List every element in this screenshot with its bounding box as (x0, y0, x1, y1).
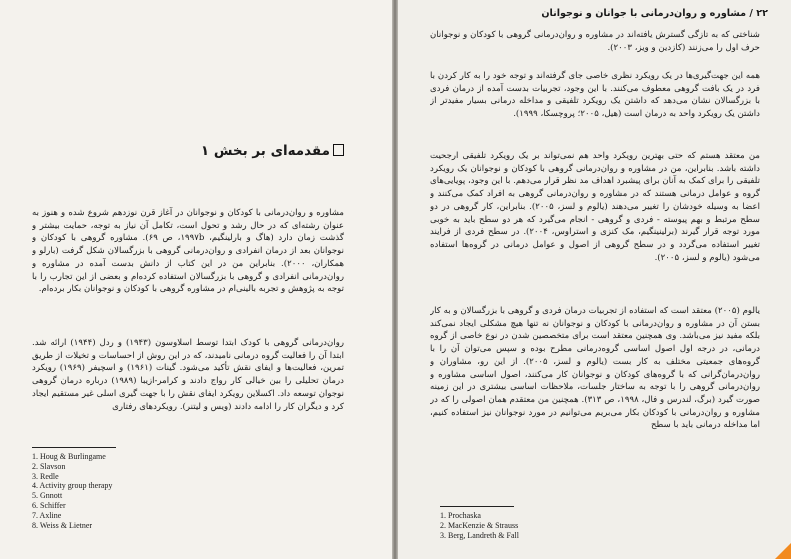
right-footnotes (440, 511, 519, 540)
right-paragraph-2: همه این جهت‌گیری‌ها در یک رویکرد نظری خاصی جای گرفته‌اند و توجه خود را به کار کردن با فرد در یک بافت گروهی معطوف می‌کنند. با این وجود، تجربیات بدست آمده از درمان فردی با بزرگسالان نشان می‌دهد که داشتن یک رویکرد تلفیقی و مداخله درمانی بسیار مفیدتر از داشتن یک رویکرد واحد به درمان است (هیل، ۲۰۰۵؛ پروچسکا، ۱۹۹۹). (430, 71, 760, 120)
footnote: 5. Gnnott (32, 491, 63, 501)
section-title-text: مقدمه‌ای بر بخش ۱ (200, 143, 330, 159)
left-paragraph-1: مشاوره و روان‌درمانی با کودکان و نوجوانان در آغاز قرن نوزدهم شروع شده و هنوز به عنوان رشته‌ای که در حال رشد و تحول است، تکامل آن نیاز به توجه، حمایت بیشتر و گذشت زمان دارد (هاگ و بارلینگیم، ۱۹۹۷b، ص ۶۹). مشاوره گروهی با کودکان و نوجوانان بعد از درمان انفرادی و روان‌درمانی گروهی با بزرگسالان شکل گرفت (بارلو و همکاران، ۲۰۰۰). بنابراین من در این کتاب از دانش بدست آمده در مشاوره و روان‌درمانی انفرادی و گروهی با بزرگسالان استفاده کرده‌ام و بعضی از این تجارب را با توجه به پژوهش و تجربه بالینی‌ام در مشاوره گروهی با کودکان و نوجوانان بکار برده‌ام. (32, 208, 344, 295)
right-paragraph-3: من معتقد هستم که حتی بهترین رویکرد واحد هم نمی‌تواند بر یک رویکرد تلفیقی ارجحیت داشته باشد. بنابراین، من در مشاوره و روان‌درمانی گروهی با کودکان و نوجوانان یک رویکرد تلفیقی را برای کمک به آنان برای پیشبرد اهداف مد نظر قرار می‌دهم. با این وجود، پویایی‌های گروه و عوامل درمانی هستند که در مشاوره و روان‌درمانی گروهی به افراد کمک می‌کنند و اعضا به وسیله خودشان را تغییر می‌دهند (یالوم و لسز، ۲۰۰۵). بنابراین، کار گروهی در دو سطح مرتبط و بهم پیوسته - فردی و گروهی - انجام می‌گیرد که هر دو سطح باید به خوبی مورد توجه قرار گیرند (برلینینگیم، مک کنزی و استراوس، ۲۰۰۴). در سطح فردی از فرایند تغییر استفاده می‌گردد و در سطح گروهی از اصول و عوامل درمانی در گروه‌ها استفاده می‌شود (یالوم و لسز، ۲۰۰۵). (430, 151, 760, 263)
footnote-rule (32, 447, 116, 448)
footnote: 6. Schiffer (32, 500, 66, 510)
square-bullet-icon (333, 144, 344, 156)
left-footnotes (32, 452, 112, 530)
footnote: 1. Houg & Burlingame (32, 452, 106, 461)
section-title (32, 143, 344, 159)
footnote: 7. Axline (32, 510, 62, 520)
footnote: 2. Slavson (32, 461, 66, 471)
footnote: 1. Prochaska (440, 511, 481, 520)
left-page (0, 0, 392, 559)
footnote: 2. MacKenzie & Strauss (440, 520, 519, 530)
footnote: 4. Activity group therapy (32, 481, 113, 491)
page-corner-mark (775, 543, 791, 559)
footnote: 8. Weiss & Lietner (32, 520, 93, 530)
right-paragraph-1: شناختی که به تازگی گسترش یافته‌اند در مشاوره و روان‌درمانی گروهی با کودکان و نوجوانان حرف اول را می‌زنند (کازدین و ویز، ۲۰۰۳). (430, 30, 760, 53)
right-paragraph-4: یالوم (۲۰۰۵) معتقد است که استفاده از تجربیات درمان فردی و گروهی با بزرگسالان و به کار بستن آن در مشاوره و روان‌درمانی با کودکان و نوجوانان نه تنها هیچ مشکلی ایجاد نمی‌کند بلکه مفید نیز می‌باشد. وی همچنین معتقد است برای متخصصین شدن در نوع خاصی از گروه درمانی، در درجه اول اصول اساسی گروه‌درمانی مطرح بوده و سپس می‌توان آن را با گروه‌های جمعیتی مختلف به کار بست (یالوم و لسز، ۲۰۰۵). از این رو، مشاوران و روان‌درمان‌گرانی که با گروه‌های کودکان و نوجوانان کار می‌کنند، اصول اساسی مشاوره و روان‌درمانی گروهی را با توجه به ساختار جلسات، ملاحظات اساسی بیشتری در این زمینه صورت گیرد (برگ، لندرس و فال، ۱۹۹۸، ص ۳۱۳). همچنین من معتقدم همان اصولی را که در مشاوره و روان‌درمانی با کودکان بکار می‌بریم می‌توانیم در مورد نوجوانان نیز استفاده کنیم، اما مداخله درمانی باید با سطح (430, 306, 760, 431)
footnote: 3. Berg, Landreth & Fall (440, 530, 519, 540)
running-header: ۲۲ / مشاوره و روان‌درمانی با جوانان و نوجوانان (541, 8, 768, 19)
footnote: 3. Redle (32, 471, 59, 481)
left-paragraph-2: روان‌درمانی گروهی با کودک ابتدا توسط اسلاوسون (۱۹۴۳) و ردل (۱۹۴۴) ارائه شد. ابتدا آن را فعالیت گروه درمانی نامیدند، که در این روش از احساسات و تخیلات از طریق تمرین، فعالیت‌ها و ایفای نقش تأکید می‌شود. گینات (۱۹۶۱) و اسچیفر (۱۹۶۹) رویکرد درمان تحلیلی را بین خیالی کار رواج دادند و کرامر-ازیبا (۱۹۸۹) درباره درمان گروهی نوجوان توسعه داد. اکسلاین رویکرد ایفای نقش را با جهت گیری اسلی غیر مستقیم ایجاد کرد و دیگران کار را ادامه دادند (ویس و لیتنر). رویکردهای رفتاری (32, 338, 344, 412)
footnote-rule (440, 506, 514, 507)
right-page (398, 0, 791, 559)
